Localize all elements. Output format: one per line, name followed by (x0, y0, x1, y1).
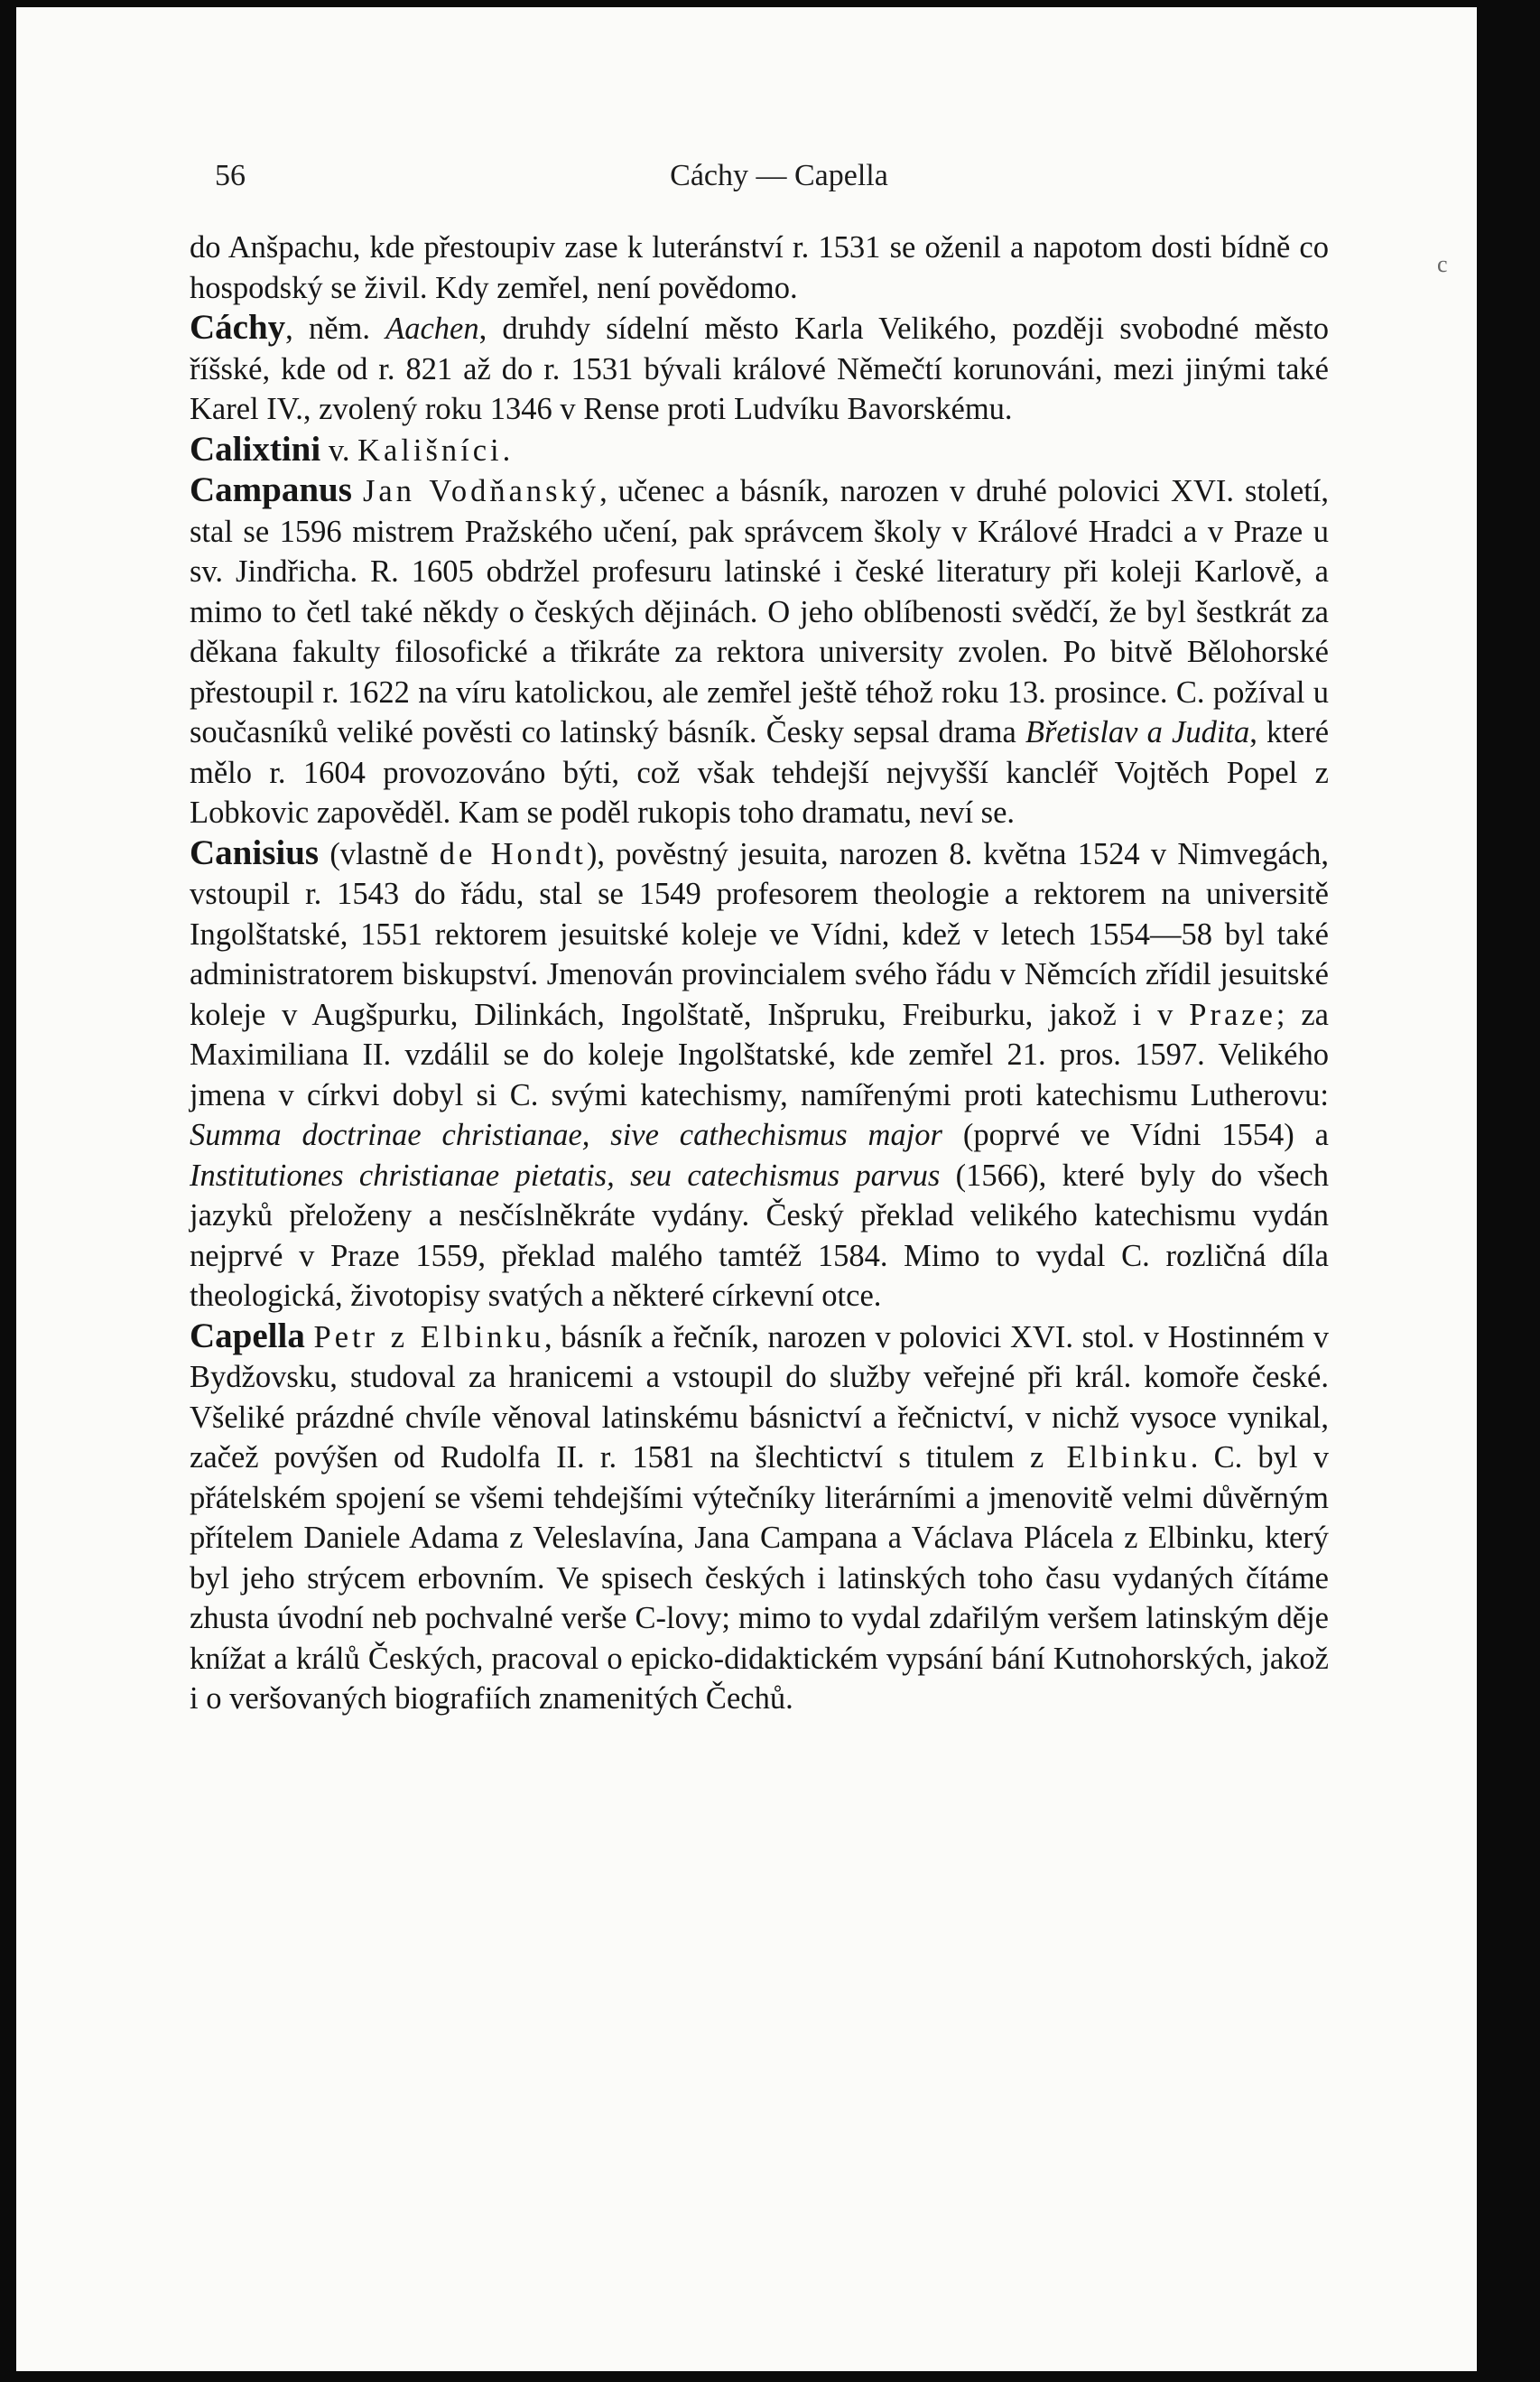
entry-paragraph (190, 228, 1329, 308)
italic-title: Institutiones christianae pietatis, seu catechismus parvus (190, 1158, 941, 1193)
page-number: 56 (215, 159, 246, 192)
entry-text: , druhdy sídelní město Karla Velikého, později svobodné město říšské, kde od r. 821 až do r. 1531 bývali králové Němečtí korunováni, mezi jinými také Karel IV., zvolený roku 1346 v Rense proti Ludvíku Bavorskému. (190, 312, 1329, 426)
entry-text: , básník a řečník, narozen v polovici XVI. stol. v Hostinném v Bydžovsku, studoval za hranicemi a vstoupil do služby veřejné při král. komoře české. Všeliké prázdné chvíle věnoval latinskému básnictví a řečnictví, v nichž vysoce vynikal, začež povýšen od Rudolfa II. r. 1581 na šlechtictví s titulem (190, 1319, 1329, 1475)
dictionary-entries (190, 228, 1329, 1719)
italic-title: Summa doctrinae christianae, sive cathechismus major (190, 1118, 942, 1152)
spaced-name: Praze (1189, 997, 1276, 1032)
spaced-name: z Elbinku (1029, 1440, 1191, 1475)
entry-text: ; za Maximiliana II. vzdálil se do koleje Ingolštatské, kde zemřel 21. pros. 1597. Velikého jmena v církvi dobyl si C. svými katechismy, namířenými proti katechismu Lutherovu: (190, 997, 1329, 1112)
entry-paragraph (190, 470, 1329, 833)
entry-text: (vlastně (319, 836, 440, 871)
entry-text: v. (320, 433, 358, 468)
entry-text: , které mělo r. 1604 provozováno býti, což však tehdejší nejvyšší kancléř Vojtěch Popel z Lobkovic zapověděl. Kam se poděl rukopis toho dramatu, neví se. (190, 715, 1330, 830)
entry-text: , učenec a básník, narozen v druhé polovici XVI. století, stal se 1596 mistrem Pražského učení, pak správcem školy v Králové Hradci a v Praze u sv. Jindřicha. R. 1605 obdržel profesuru latinské i české literatury při koleji Karlově, a mimo to četl také někdy o českých dějinách. O jeho oblíbenosti svědčí, že byl šestkrát za děkana fakulty filosofické a třikráte za rektora university zvolen. Po bitvě Bělohorské přestoupil r. 1622 na víru katolickou, ale zemřel ještě téhož roku 13. prosince. C. požíval u současníků veliké pověsti co latinský básník. Česky sepsal drama (190, 474, 1329, 749)
entry-text: (poprvé ve Vídni 1554) a (942, 1118, 1329, 1152)
entry-text: . C. byl v přátelském spojení se všemi tehdejšími výtečníky literárními a jmenovitě velmi důvěrným přítelem Daniele Adama z Veleslavína, Jana Campana a Václava Plácela z Elbinku, který byl jeho strýcem erbovním. Ve spisech českých i latinských toho času vydaných čítáme zhusta úvodní neb pochvalné verše C-lovy; mimo to vydal zdařilým veršem latinským děje knížat a králů Českých, pracoval o epicko-didaktickém vypsání bání Kutnohorských, jakož i o veršovaných biografiích znamenitých Čechů. (190, 1440, 1329, 1716)
entry-headword: Campanus (190, 470, 352, 509)
entry-text: (1566), které byly do všech jazyků přeloženy a nesčíslněkráte vydány. Český překlad velikého katechismu vydán nejprvé v Praze 1559, překlad malého tamtéž 1584. Mimo to vydal C. rozličná díla theologická, životopisy svatých a některé církevní otce. (190, 1158, 1329, 1313)
italic-title: Aachen (385, 312, 479, 346)
entry-headword: Canisius (190, 833, 320, 872)
entry-text: ), pověstný jesuita, narozen 8. května 1524 v Nimvegách, vstoupil r. 1543 do řádu, stal se 1549 profesorem theologie a rektorem na universitě Ingolštatské, 1551 rektorem jesuitské koleje ve Vídni, kdež v letech 1554—58 byl také administratorem biskupství. Jmenován provincialem svého řádu v Němcích zřídil jesuitské koleje v Augšpurku, Dilinkách, Ingolštatě, Inšpruku, Freiburku, jakož i v (190, 836, 1329, 1032)
margin-mark: c (1437, 251, 1448, 277)
entry-paragraph (190, 308, 1329, 430)
entry-text (305, 1320, 314, 1354)
entry-paragraph (190, 430, 1329, 471)
entry-headword: Cáchy (190, 308, 286, 347)
italic-title: Břetislav a Judita (1025, 715, 1250, 749)
entry-text: , něm. (285, 312, 386, 346)
spaced-name: Petr z Elbinku (313, 1319, 544, 1354)
running-title: Cáchy — Capella (670, 159, 888, 192)
entry-headword: Calixtini (190, 429, 321, 469)
entry-text: do Anšpachu, kde přestoupiv zase k luteránství r. 1531 se oženil a napotom dosti bídně co hospodský se živil. Kdy zemřel, není povědomo. (190, 230, 1329, 305)
running-header (215, 159, 1343, 213)
entry-text (352, 474, 363, 508)
spaced-name: Kališníci (357, 433, 503, 468)
entry-paragraph (190, 1317, 1329, 1719)
entry-text: . (502, 433, 511, 468)
spaced-name: Jan Vodňanský (362, 474, 600, 508)
entry-headword: Capella (190, 1316, 305, 1355)
spaced-name: de Hondt (439, 836, 587, 871)
entry-paragraph (190, 833, 1329, 1317)
